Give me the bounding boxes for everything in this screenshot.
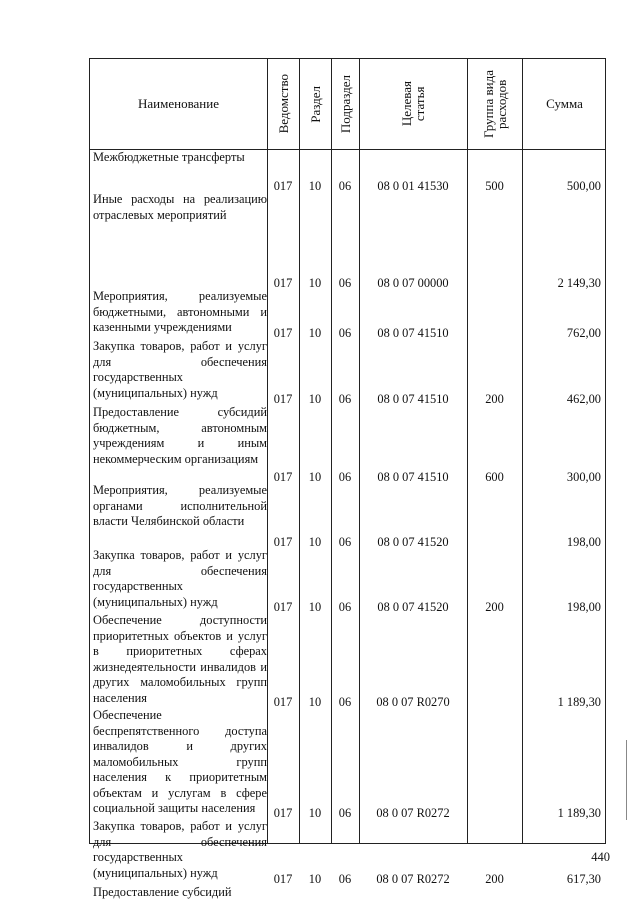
row-vedomstvo-cell: 017 xyxy=(273,871,293,886)
row-name-cell: Предоставление субсидий xyxy=(93,885,232,899)
header-summa: Сумма xyxy=(546,96,583,111)
row-podrazdel-cell: 06 xyxy=(338,805,352,820)
row-name-cell: Закупка товаров, работ и услуг для обеспечения государственных (муниципальных) нужд xyxy=(93,339,267,400)
header-vedomstvo-text: Ведомство xyxy=(275,74,291,134)
row-summa-cell: 198,00 xyxy=(566,599,601,614)
row-razdel-cell: 10 xyxy=(308,275,322,290)
row-vedomstvo-cell: 017 xyxy=(273,178,293,193)
row-vedomstvo-cell: 017 xyxy=(273,391,293,406)
header-razdel-text: Раздел xyxy=(307,85,323,123)
scan-edge-mark xyxy=(626,740,627,820)
row-name-cell: Межбюджетные трансферты xyxy=(93,150,245,164)
row-summa-cell: 2 149,30 xyxy=(557,275,601,290)
header-gruppa-text: Группа вида расходов xyxy=(480,70,509,138)
table-row xyxy=(90,885,607,905)
row-razdel-cell: 10 xyxy=(308,805,322,820)
table-row xyxy=(90,150,607,192)
row-name-cell: Закупка товаров, работ и услуг для обеспечения государственных (муниципальных) нужд xyxy=(93,548,267,609)
table-row xyxy=(90,405,607,483)
row-statya-cell: 08 0 07 00000 xyxy=(377,275,449,290)
row-podrazdel-cell: 06 xyxy=(338,325,352,340)
row-statya-cell: 08 0 07 41510 xyxy=(377,391,449,406)
row-statya-cell: 08 0 07 R0272 xyxy=(376,805,450,820)
row-statya-cell: 08 0 07 41520 xyxy=(377,534,449,549)
header-statya-text: Целевая статья xyxy=(399,81,427,127)
table-row xyxy=(90,483,607,548)
row-statya-cell: 08 0 07 41520 xyxy=(377,599,449,614)
row-vedomstvo-cell: 017 xyxy=(273,534,293,549)
row-razdel-cell: 10 xyxy=(308,325,322,340)
table-row xyxy=(90,192,607,289)
header-podrazdel-text: Подраздел xyxy=(337,74,353,134)
row-summa-cell: 617,30 xyxy=(566,871,601,886)
row-podrazdel-cell: 06 xyxy=(338,391,352,406)
row-razdel-cell: 10 xyxy=(308,599,322,614)
row-podrazdel-cell: 06 xyxy=(338,599,352,614)
row-statya-cell: 08 0 07 R0270 xyxy=(376,694,450,709)
header-razdel xyxy=(299,59,331,149)
row-gruppa-cell: 200 xyxy=(485,599,504,614)
row-summa-cell: 762,00 xyxy=(566,325,601,340)
header-name: Наименование xyxy=(138,96,219,111)
table-row xyxy=(90,548,607,613)
row-gruppa-cell: 600 xyxy=(485,469,504,484)
row-gruppa-cell: 200 xyxy=(485,871,504,886)
row-summa-cell: 1 189,30 xyxy=(557,805,601,820)
row-podrazdel-cell: 06 xyxy=(338,694,352,709)
row-name-cell: Иные расходы на реализацию отраслевых мероприятий xyxy=(93,192,267,222)
row-podrazdel-cell: 06 xyxy=(338,871,352,886)
table-row xyxy=(90,613,607,708)
table-row xyxy=(90,819,607,885)
row-statya-cell: 08 0 01 41530 xyxy=(377,178,449,193)
row-statya-cell: 08 0 07 R0272 xyxy=(376,871,450,886)
table-row xyxy=(90,289,607,339)
table-row xyxy=(90,708,607,819)
row-summa-cell: 198,00 xyxy=(566,534,601,549)
row-statya-cell: 08 0 07 41510 xyxy=(377,325,449,340)
row-name-cell: Закупка товаров, работ и услуг для обеспечения государственных (муниципальных) нужд xyxy=(93,819,267,880)
row-podrazdel-cell: 06 xyxy=(338,469,352,484)
row-razdel-cell: 10 xyxy=(308,534,322,549)
row-name-cell: Обеспечение доступности приоритетных объектов и услуг в приоритетных сферах жизнедеятельности инвалидов и других маломобильных групп населения xyxy=(93,613,267,705)
row-statya-cell: 08 0 07 41510 xyxy=(377,469,449,484)
row-razdel-cell: 10 xyxy=(308,178,322,193)
row-vedomstvo-cell: 017 xyxy=(273,469,293,484)
row-razdel-cell: 10 xyxy=(308,391,322,406)
row-summa-cell: 300,00 xyxy=(566,469,601,484)
row-summa-cell: 500,00 xyxy=(566,178,601,193)
row-gruppa-cell: 500 xyxy=(485,178,504,193)
row-razdel-cell: 10 xyxy=(308,871,322,886)
row-name-cell: Предоставление субсидий бюджетным, автономным учреждениям и иным некоммерческим организациям xyxy=(93,405,267,466)
row-summa-cell: 462,00 xyxy=(566,391,601,406)
header-podrazdel xyxy=(331,59,359,149)
row-name-cell: Мероприятия, реализуемые органами исполнительной власти Челябинской области xyxy=(93,483,267,528)
page-number: 440 xyxy=(591,850,610,864)
row-podrazdel-cell: 06 xyxy=(338,534,352,549)
row-razdel-cell: 10 xyxy=(308,469,322,484)
table-row xyxy=(90,339,607,405)
row-podrazdel-cell: 06 xyxy=(338,275,352,290)
row-gruppa-cell: 200 xyxy=(485,391,504,406)
row-vedomstvo-cell: 017 xyxy=(273,599,293,614)
row-vedomstvo-cell: 017 xyxy=(273,275,293,290)
row-vedomstvo-cell: 017 xyxy=(273,325,293,340)
row-podrazdel-cell: 06 xyxy=(338,178,352,193)
row-name-cell: Обеспечение беспрепятственного доступа инвалидов и других маломобильных групп населения к приоритетным объектам и услугам в сфере социальной защиты населения xyxy=(93,708,267,815)
row-name-cell: Мероприятия, реализуемые бюджетными, автономными и казенными учреждениями xyxy=(93,289,267,334)
header-gruppa xyxy=(467,59,522,149)
row-vedomstvo-cell: 017 xyxy=(273,694,293,709)
row-razdel-cell: 10 xyxy=(308,694,322,709)
header-statya xyxy=(359,59,467,149)
header-vedomstvo xyxy=(267,59,299,149)
row-vedomstvo-cell: 017 xyxy=(273,805,293,820)
row-summa-cell: 1 189,30 xyxy=(557,694,601,709)
